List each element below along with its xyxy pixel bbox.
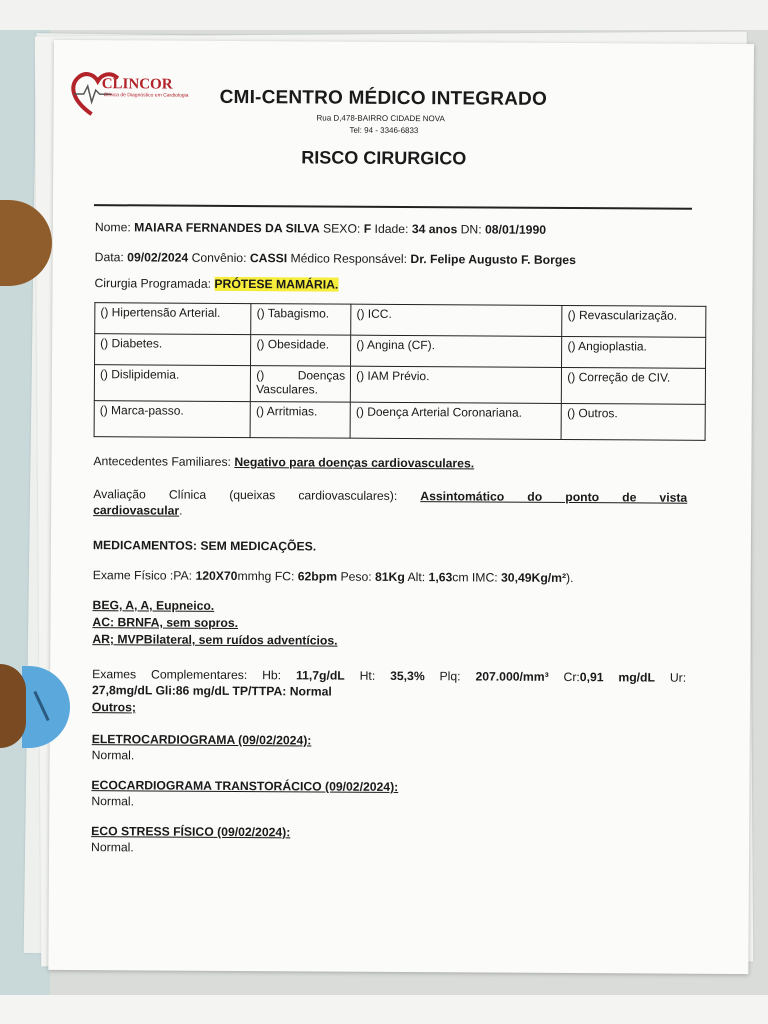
medications-label: MEDICAMENTOS: — [92, 538, 198, 553]
family-history-label: Antecedentes Familiares: — [93, 454, 231, 469]
document-page — [48, 40, 754, 974]
date-label: Data: — [94, 250, 124, 265]
table-cell: () Angina (CF). — [351, 335, 562, 367]
table-cell: () Hipertensão Arterial. — [95, 303, 251, 335]
plq-value: 207.000/mm³ — [475, 669, 549, 684]
insurance-label: Convênio: — [191, 250, 247, 266]
table-cell: () Outros. — [561, 403, 705, 440]
table-cell: () Correção de CIV. — [562, 367, 706, 404]
ur-label: Ur: — [669, 670, 687, 685]
weight-value: 81Kg — [374, 569, 405, 585]
finding-respiratory: AR; MVPBilateral, sem ruídos adventícios. — [92, 632, 338, 648]
family-history-value: Negativo para doenças cardiovasculares. — [234, 454, 475, 471]
patient-name: MAIARA FERNANDES DA SILVA — [134, 220, 320, 236]
labs-others: Outros; — [91, 700, 136, 715]
table-cell: () Angioplastia. — [562, 336, 706, 368]
pa-value: 120X70 — [195, 568, 238, 583]
clinical-eval-value-cont: cardiovascular — [93, 503, 180, 518]
bmi-trailing: ). — [566, 571, 574, 586]
table-cell: () Doença Arterial Coronariana. — [350, 402, 561, 439]
risk-factors-table — [94, 302, 707, 441]
background-bottom — [0, 995, 768, 1024]
finding-general: BEG, A, A, Eupneico. — [92, 598, 215, 613]
table-cell: () Marca-passo. — [94, 401, 251, 438]
table-cell: () ICC. — [351, 304, 562, 336]
name-label: Nome: — [94, 220, 131, 235]
pa-label: Exame Físico :PA: — [92, 568, 193, 583]
split-left: () — [256, 368, 265, 383]
table-row — [94, 401, 705, 441]
table-cell: () Tabagismo. — [251, 304, 351, 336]
fc-value: 62bpm — [297, 569, 338, 584]
patient-dob: 08/01/1990 — [484, 222, 547, 237]
clinical-eval-label: Avaliação Clínica (queixas cardiovasculares): — [93, 487, 398, 503]
patient-line — [95, 220, 546, 237]
medications-value: SEM MEDICAÇÕES. — [200, 538, 317, 554]
ht-value: 35,3% — [390, 668, 425, 684]
surgery-name: PRÓTESE MAMÁRIA. — [214, 276, 339, 292]
insurance-name: CASSI — [249, 251, 288, 266]
visit-date: 09/02/2024 — [127, 250, 189, 265]
clinic-phone: Tel: 94 - 3346-6833 — [349, 125, 419, 136]
labs-line2: 27,8mg/dL Gli:86 mg/dL TP/TTPA: Normal — [91, 683, 332, 699]
sex-label: SEXO: — [323, 221, 361, 236]
cr-value: 0,91 mg/dL — [579, 670, 656, 685]
table-cell-split — [251, 366, 351, 403]
age-label: Idade: — [374, 221, 409, 237]
clinic-address: Rua D,478-BAIRRO CIDADE NOVA — [316, 113, 445, 124]
table-cell: () Arritmias. — [250, 402, 350, 439]
clinic-name: CMI-CENTRO MÉDICO INTEGRADO — [219, 86, 548, 110]
table-cell: () Diabetes. — [95, 334, 251, 366]
patient-age: 34 anos — [411, 222, 458, 237]
visit-line — [95, 250, 576, 267]
bmi-value: 30,49Kg/m² — [500, 570, 567, 585]
table-cell: () Revascularização. — [562, 305, 706, 337]
table-row — [95, 334, 706, 369]
doctor-label: Médico Responsável: — [290, 251, 408, 267]
finding-cardiac: AC: BRNFA, sem sopros. — [92, 615, 239, 630]
doctor-name: Dr. Felipe Augusto F. Borges — [410, 252, 576, 268]
clinical-eval-trailing: . — [179, 503, 183, 518]
table-cell: () Obesidade. — [251, 335, 351, 367]
family-history — [93, 454, 474, 470]
table-row — [95, 303, 706, 338]
exam-stress-title: ECO STRESS FÍSICO (09/02/2024): — [91, 824, 291, 840]
exam-ecg-title: ELETROCARDIOGRAMA (09/02/2024): — [91, 732, 312, 748]
exam-ecg-result: Normal. — [91, 748, 135, 763]
weight-label: Peso: — [340, 569, 372, 584]
surgery-line — [94, 276, 338, 291]
labs-label: Exames Complementares: — [92, 667, 248, 683]
plq-label: Plq: — [439, 669, 461, 684]
ht-label: Ht: — [359, 668, 376, 683]
exam-echo-result: Normal. — [91, 794, 135, 809]
split-second-line: Vasculares. — [256, 382, 319, 397]
exam-stress-result: Normal. — [91, 840, 134, 855]
logo-text: CLINCOR — [101, 76, 173, 93]
split-right: Doenças — [297, 368, 346, 383]
dob-label: DN: — [460, 222, 482, 237]
binder-tab — [0, 664, 26, 748]
pa-unit: mmhg FC: — [237, 568, 295, 584]
height-label: Alt: — [407, 570, 426, 585]
cr-label: Cr: — [563, 669, 580, 685]
exam-echo-title: ECOCARDIOGRAMA TRANSTORÁCICO (09/02/2024): — [91, 778, 399, 794]
document-title: RISCO CIRURGICO — [301, 147, 467, 169]
physical-exam — [93, 568, 574, 585]
background-top — [0, 0, 768, 30]
patient-sex: F — [363, 221, 372, 236]
clinical-eval-value: Assintomático do ponto de vista — [420, 489, 688, 505]
clinical-evaluation-cont — [93, 503, 183, 518]
hb-value: 11,7g/dL — [295, 668, 345, 683]
medications — [93, 538, 316, 553]
surgery-label: Cirurgia Programada: — [94, 276, 212, 291]
height-unit: cm IMC: — [452, 570, 498, 585]
table-cell: () Dislipidemia. — [94, 365, 251, 402]
logo-subtitle: Clínica de Diagnóstico em Cardiologia — [103, 92, 189, 99]
hb-label: Hb: — [262, 668, 282, 683]
table-row — [94, 365, 705, 405]
height-value: 1,63 — [428, 570, 453, 585]
table-cell: () IAM Prévio. — [350, 366, 561, 403]
header-divider — [94, 204, 692, 210]
